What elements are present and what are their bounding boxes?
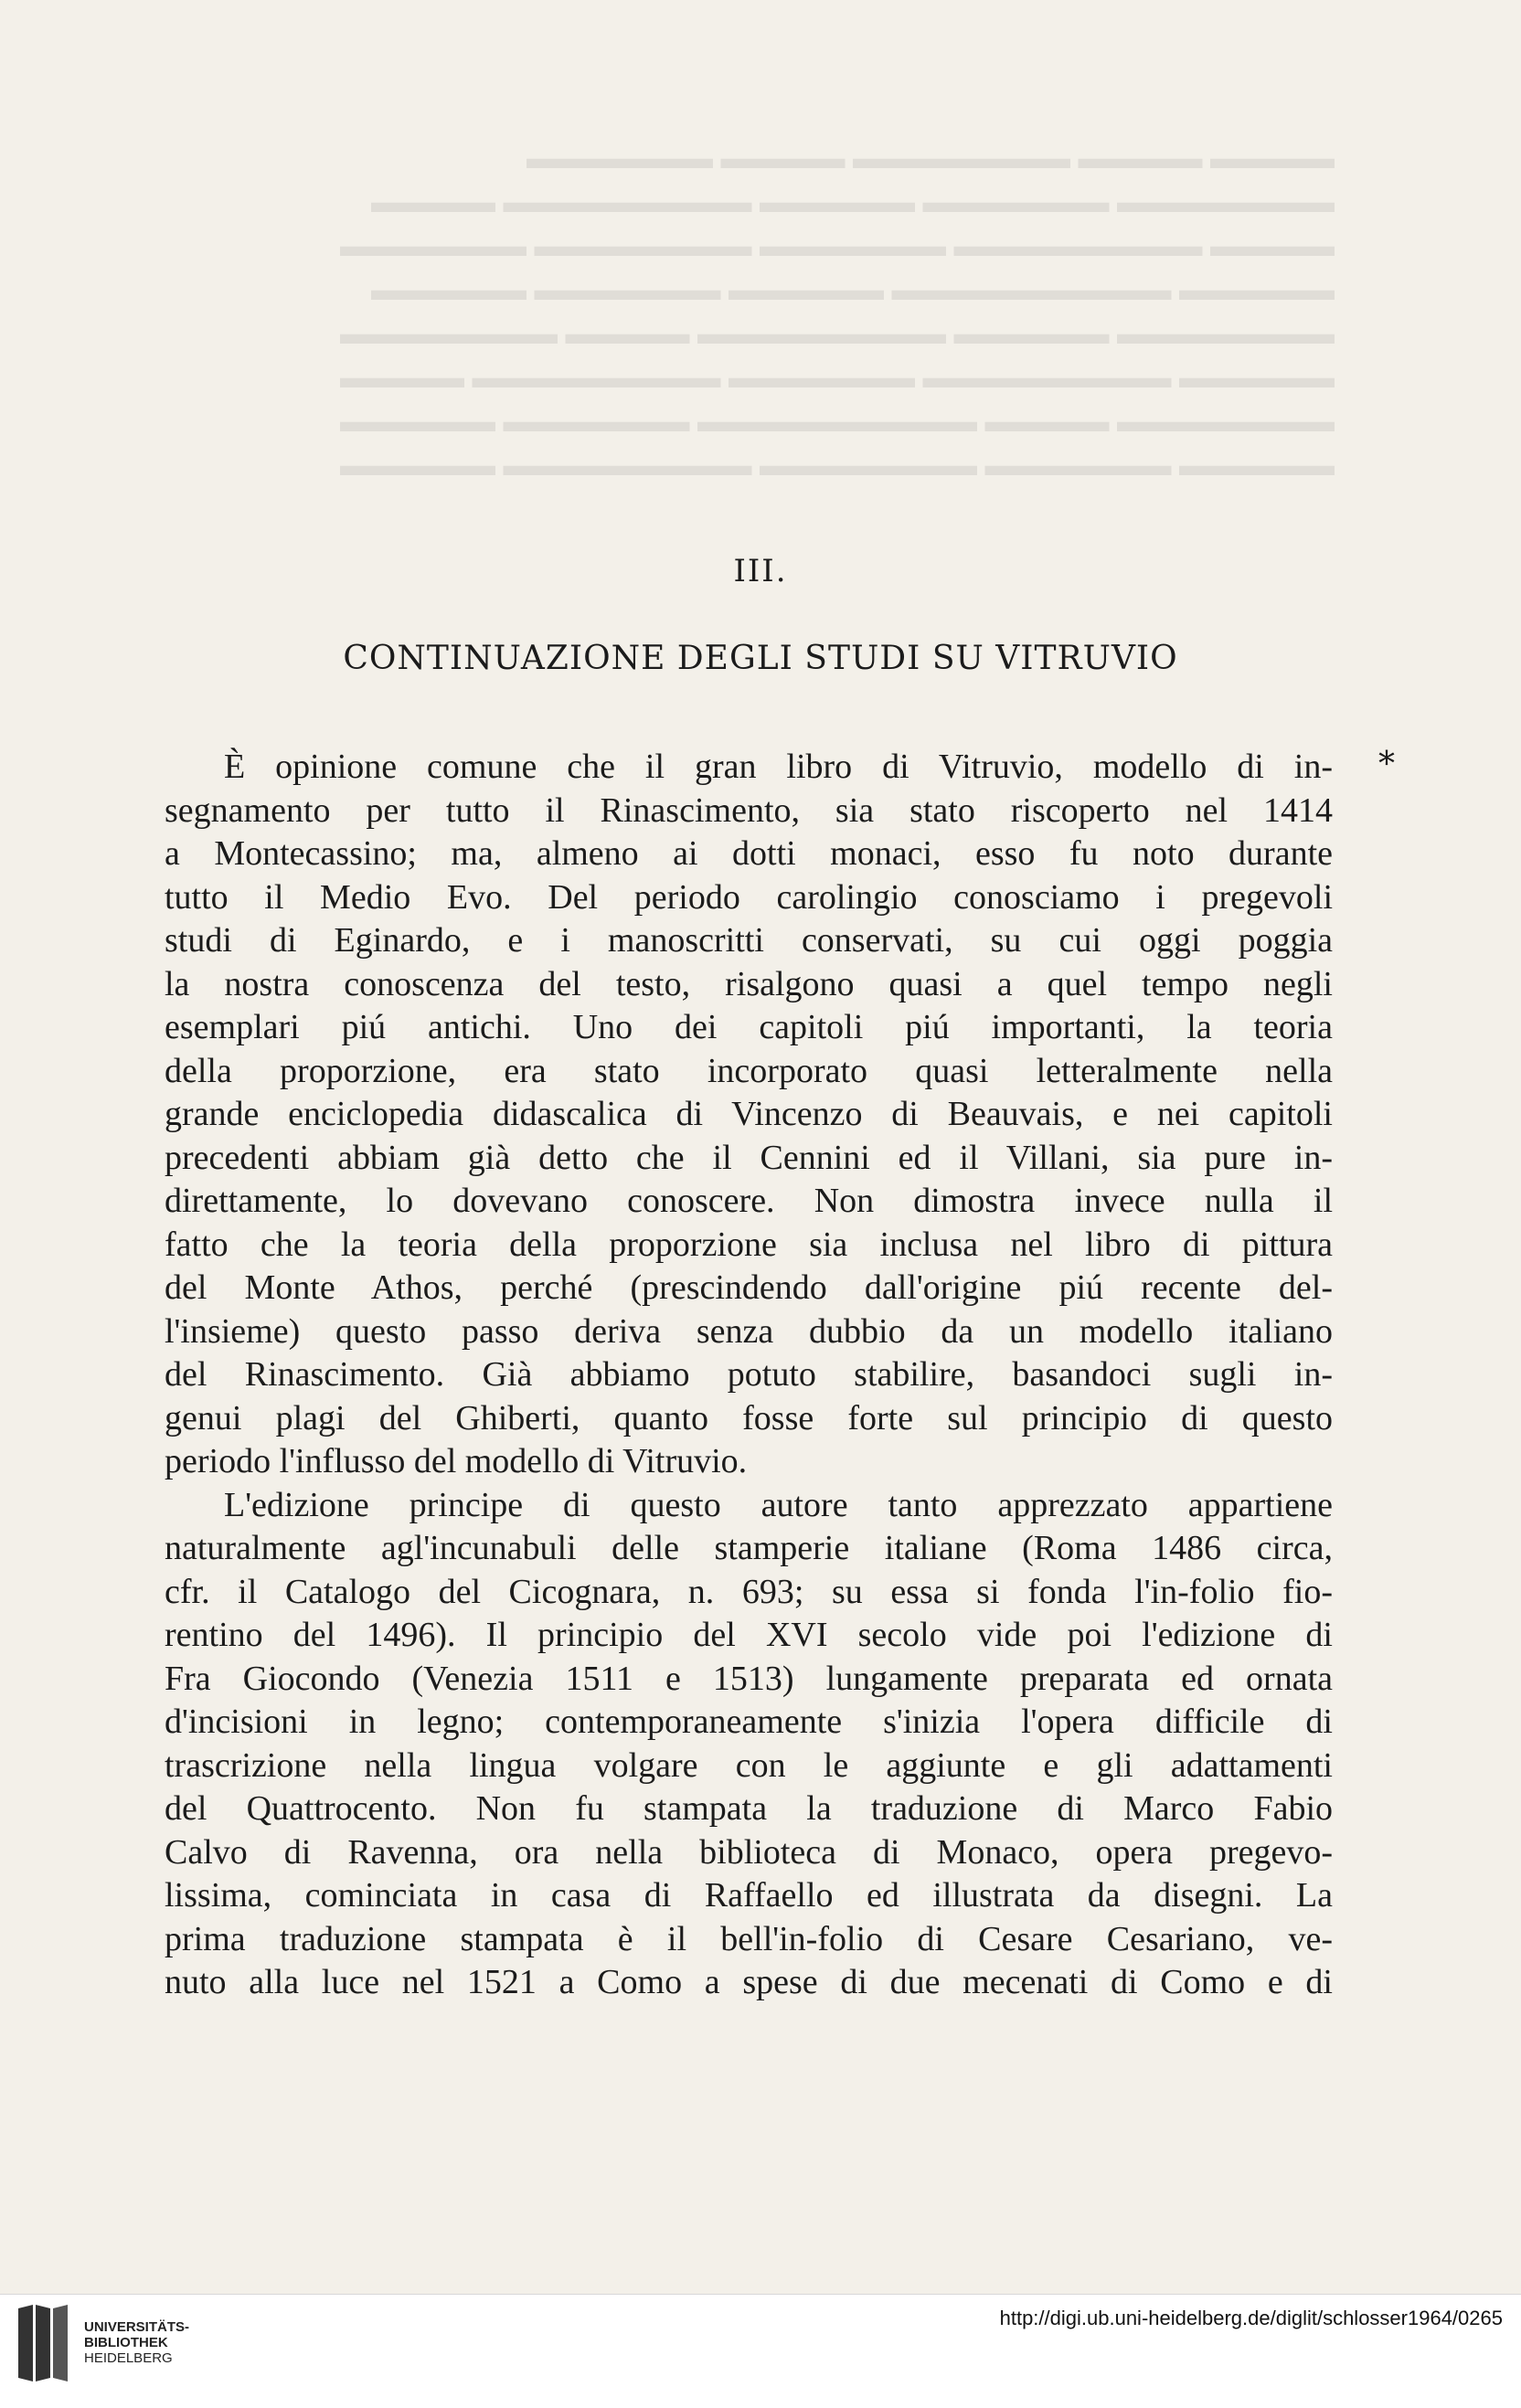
body-text <box>165 746 1333 2005</box>
library-name <box>84 2319 189 2366</box>
text-line: grande enciclopedia didascalica di Vincenzo di Beauvais, e nei capitoli <box>165 1095 1333 1133</box>
text-line: Calvo di Ravenna, ora nella biblioteca di Monaco, opera pregevo- <box>165 1832 1333 1872</box>
library-name-line: HEIDELBERG <box>84 2350 173 2366</box>
text-line: Fra Giocondo (Venezia 1511 e 1513) lungamente preparata ed ornata <box>165 1659 1333 1698</box>
text-line: nuto alla luce nel 1521 a Como a spese di due mecenati di Como e di <box>165 1963 1333 2001</box>
text-line: L'edizione principe di questo autore tanto apprezzato appartiene <box>224 1485 1333 1524</box>
text-line: fatto che la teoria della proporzione sia inclusa nel libro di pittura <box>165 1225 1333 1264</box>
section-title: CONTINUAZIONE DEGLI STUDI SU VITRUVIO <box>343 640 1178 677</box>
text-line: direttamente, lo dovevano conoscere. Non dimostra invece nulla il <box>165 1182 1333 1220</box>
text-line: lissima, cominciata in casa di Raffaello ed illustrata da disegni. La <box>165 1876 1333 1915</box>
text-line: tutto il Medio Evo. Del periodo carolingio conosciamo i pregevoli <box>165 877 1333 917</box>
text-line: genui plagi del Ghiberti, quanto fosse forte sul principio di questo <box>165 1398 1333 1437</box>
paragraph-2 <box>165 1484 1333 2005</box>
university-library-logo <box>11 2301 75 2385</box>
text-line: cfr. il Catalogo del Cicognara, n. 693; su essa si fonda l'in-folio fio- <box>165 1572 1333 1611</box>
text-line: rentino del 1496). Il principio del XVI secolo vide poi l'edizione di <box>165 1616 1333 1654</box>
text-line: del Quattrocento. Non fu stampata la traduzione di Marco Fabio <box>165 1789 1333 1828</box>
section-number: III. <box>733 553 788 589</box>
text-line: naturalmente agl'incunabuli delle stamperie italiane (Roma 1486 circa, <box>165 1529 1333 1567</box>
text-line: È opinione comune che il gran libro di Vitruvio, modello di in- <box>224 748 1333 786</box>
text-line: studi di Eginardo, e i manoscritti conservati, su cui oggi poggia <box>165 921 1333 960</box>
text-line: della proporzione, era stato incorporato quasi letteralmente nella <box>165 1051 1333 1090</box>
text-line: periodo l'influsso del modello di Vitruvio. <box>165 1442 748 1480</box>
text-line: precedenti abbiam già detto che il Cennini ed il Villani, sia pure in- <box>165 1138 1333 1177</box>
text-line: trascrizione nella lingua volgare con le aggiunte e gli adattamenti <box>165 1745 1333 1785</box>
text-line: d'incisioni in legno; contemporaneamente s'inizia l'opera difficile di <box>165 1703 1333 1741</box>
text-line: a Montecassino; ma, almeno ai dotti monaci, esso fu noto durante <box>165 834 1333 873</box>
text-line: segnamento per tutto il Rinascimento, sia stato riscoperto nel 1414 <box>165 790 1333 830</box>
library-name-line: BIBLIOTHEK <box>84 2335 168 2350</box>
library-name-line: UNIVERSITÄTS- <box>84 2319 190 2335</box>
text-line: esemplari piú antichi. Uno dei capitoli piú importanti, la teoria <box>165 1008 1333 1046</box>
text-line: la nostra conoscenza del testo, risalgono quasi a quel tempo negli <box>165 964 1333 1003</box>
bleed-through-ghost-text: ▬▬▬▬ ▬▬▬▬ ▬▬▬▬▬▬▬ ▬▬▬▬ ▬▬▬▬▬▬ ▬▬▬▬▬▬▬ ▬▬▬▬▬▬ ▬▬▬▬▬ ▬▬▬▬▬▬▬▬ ▬▬▬▬ ▬▬▬▬ ▬▬▬▬▬▬▬▬ ▬▬▬▬▬▬ ▬▬▬▬▬▬▬ ▬▬▬▬▬▬ ▬▬▬▬▬ ▬▬▬▬▬▬▬▬▬ ▬▬▬▬▬ ▬▬▬▬▬▬ ▬▬▬▬▬ ▬▬▬▬▬▬▬ ▬▬▬▬▬ ▬▬▬▬▬▬▬▬ ▬▬▬▬ ▬▬▬▬▬▬▬ ▬▬▬▬▬ ▬▬▬▬▬▬▬▬ ▬▬▬▬▬▬ ▬▬▬▬▬▬▬▬ ▬▬▬▬ ▬▬▬▬▬▬▬ ▬▬▬▬ ▬▬▬▬▬▬▬▬▬ ▬▬▬▬▬▬ ▬▬▬▬▬ ▬▬▬▬▬ ▬▬▬▬▬▬ ▬▬▬▬▬▬▬ ▬▬▬▬▬▬▬▬ ▬▬▬▬▬ <box>340 142 1335 483</box>
paragraph-1 <box>165 746 1333 1484</box>
text-line: del Monte Athos, perché (prescindendo dall'origine piú recente del- <box>165 1268 1333 1307</box>
text-line: del Rinascimento. Già abbiamo potuto stabilire, basandoci sugli in- <box>165 1355 1333 1394</box>
text-line: prima traduzione stampata è il bell'in-folio di Cesare Cesariano, ve- <box>165 1919 1333 1958</box>
text-line: l'insieme) questo passo deriva senza dubbio da un modello italiano <box>165 1311 1333 1351</box>
source-url-link[interactable]: http://digi.ub.uni-heidelberg.de/diglit/schlosser1964/0265 <box>999 2307 1503 2329</box>
margin-asterisk: * <box>1378 746 1395 783</box>
